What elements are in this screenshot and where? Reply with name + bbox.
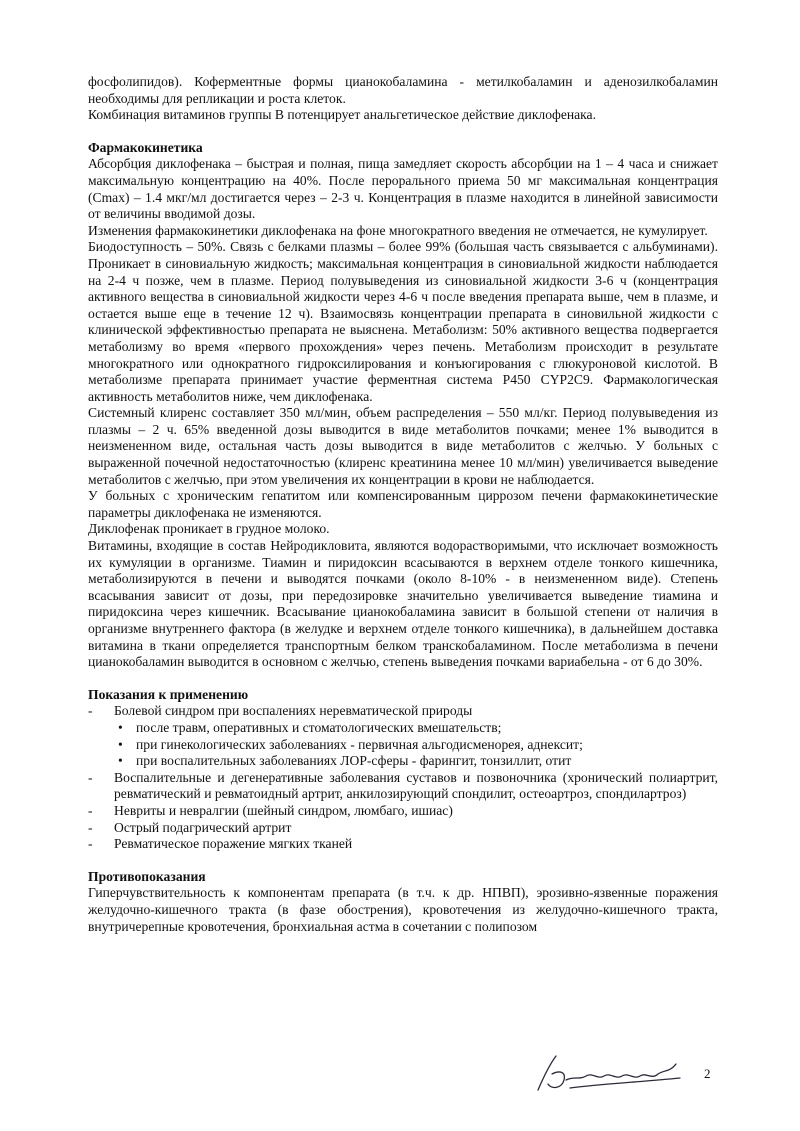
bullet-marker: • [118, 753, 123, 769]
indication-text: Ревматическое поражение мягких тканей [114, 836, 353, 852]
contraindications-heading: Противопоказания [88, 868, 206, 884]
indication-item [88, 770, 718, 803]
dash-marker: - [88, 819, 93, 835]
indications-heading: Показания к применению [88, 686, 249, 702]
page-number: 2 [704, 1066, 711, 1081]
pk-paragraph: Витамины, входящие в состав Нейродикловита, являются водорастворимыми, что исключает возможность их кумуляции в организме. Тиамин и пиридоксин всасываются в верхнем отделе тонкого кишечника, метаболизируются в печени и выводятся почками (около 8-10% - в неизмененном виде). Степень всасывания зависит от дозы, при передозировке значительно увеличивается выведение тиамина и пиридоксина через кишечник. Всасывание цианокобаламина зависит в большой степени от наличия в организме внутреннего фактора (в желудке и верхнем отделе тонкого кишечника), в дальнейшем доставка витамина в ткани определяется транспортным белком транскобаламином. После метаболизма в печени цианокобаламин выводится в основном с желчью, степень выведения почками вариабельна - от 6 до 30%. [88, 538, 718, 670]
indication-item [88, 803, 718, 820]
pk-paragraph: Биодоступность – 50%. Связь с белками плазмы – более 99% (большая часть связывается с альбуминами). Проникает в синовиальную жидкость; максимальная концентрация в синовиальной жидкости наблюдается на 2-4 ч позже, чем в плазме. Период полувыведения из синовиальной жидкости 3-6 ч (концентрация активного вещества в синовиальной жидкости через 4-6 ч после введения препарата выше, чем в плазме, и остается выше еще в течение 12 ч). Взаимосвязь концентрации препарата в синовильной жидкости с клинической эффективностью препарата не выяснена. Метаболизм: 50% активного вещества подвергается метаболизму во время «первого прохождения» через печень. Метаболизм происходит в результате многократного или однократного гидроксилирования и конъюгирования с глюкуроновой кислотой. В метаболизме препарата принимает участие ферментная система Р450 CYP2C9. Фармакологическая активность метаболитов ниже, чем диклофенака. [88, 239, 718, 404]
indication-subitem [88, 753, 718, 770]
bullet-marker: • [118, 736, 123, 752]
subitem-text: при гинекологических заболеваниях - первичная альгодисменорея, аднексит; [136, 736, 583, 752]
pk-paragraph: Системный клиренс составляет 350 мл/мин, объем распределения – 550 мл/кг. Период полувыведения из плазмы – 2 ч. 65% введенной дозы выводится в виде метаболитов почками; менее 1% выводится в неизмененном виде, остальная часть дозы выводится в виде метаболитов с желчью. У больных с выраженной почечной недостаточностью (клиренс креатинина менее 10 мл/мин) увеличивается выведение метаболитов с желчью, при этом увеличения их концентрации в крови не наблюдается. [88, 405, 718, 487]
pk-paragraph: Диклофенак проникает в грудное молоко. [88, 521, 330, 537]
indication-text: Воспалительные и дегенеративные заболевания суставов и позвоночника (хронический полиартрит, ревматический и ревматоидный артрит, анкилозирующий спондилит, остеоартроз, спондилартроз) [114, 769, 718, 802]
intro-paragraph: фосфолипидов). Коферментные формы цианокобаламина - метилкобаламин и аденозилкобаламин необходимы для репликации и роста клеток. [88, 74, 718, 106]
indications-section [88, 687, 718, 853]
indication-subitem [88, 737, 718, 754]
indication-item [88, 836, 718, 853]
pk-paragraph: Абсорбция диклофенака – быстрая и полная, пища замедляет скорость абсорбции на 1 – 4 часа и снижает максимальную концентрацию на 40%. После перорального приема 50 мг максимальная концентрация (Cmax) – 1.4 мкг/мл достигается через – 2-3 ч. Концентрация в плазме находится в линейной зависимости от величины вводимой дозы. [88, 156, 718, 222]
indication-text: Острый подагрический артрит [114, 819, 292, 835]
dash-marker: - [88, 703, 93, 719]
dash-marker: - [88, 802, 93, 818]
pharmacokinetics-section [88, 140, 718, 671]
pk-paragraph: У больных с хроническим гепатитом или компенсированным циррозом печени фармакокинетические параметры диклофенака не изменяются. [88, 488, 718, 520]
indication-text: Болевой синдром при воспалениях неревматической природы [114, 703, 473, 719]
indication-item [88, 703, 718, 720]
subitem-text: при воспалительных заболеваниях ЛОР-сферы - фарингит, тонзиллит, отит [136, 753, 572, 769]
indication-item [88, 820, 718, 837]
dash-marker: - [88, 769, 93, 785]
bullet-marker: • [118, 719, 123, 735]
handwritten-signature [530, 1050, 690, 1096]
dash-marker: - [88, 836, 93, 852]
pharmacokinetics-heading: Фармакокинетика [88, 139, 203, 155]
contraindications-paragraph: Гиперчувствительность к компонентам препарата (в т.ч. к др. НПВП), эрозивно-язвенные поражения желудочно-кишечного тракта (в фазе обострения), кровотечения из желудочно-кишечного тракта, внутричерепные кровотечения, бронхиальная астма в сочетании с полипозом [88, 885, 718, 934]
pk-paragraph: Изменения фармакокинетики диклофенака на фоне многократного введения не отмечается, не кумулирует. [88, 222, 708, 238]
intro-paragraph: Комбинация витаминов группы В потенцирует анальгетическое действие диклофенака. [88, 107, 596, 123]
indication-subitem [88, 720, 718, 737]
page-content [88, 74, 718, 935]
subitem-text: после травм, оперативных и стоматологических вмешательств; [136, 719, 502, 735]
contraindications-section [88, 869, 718, 935]
indication-text: Невриты и невралгии (шейный синдром, люмбаго, ишиас) [114, 802, 453, 818]
